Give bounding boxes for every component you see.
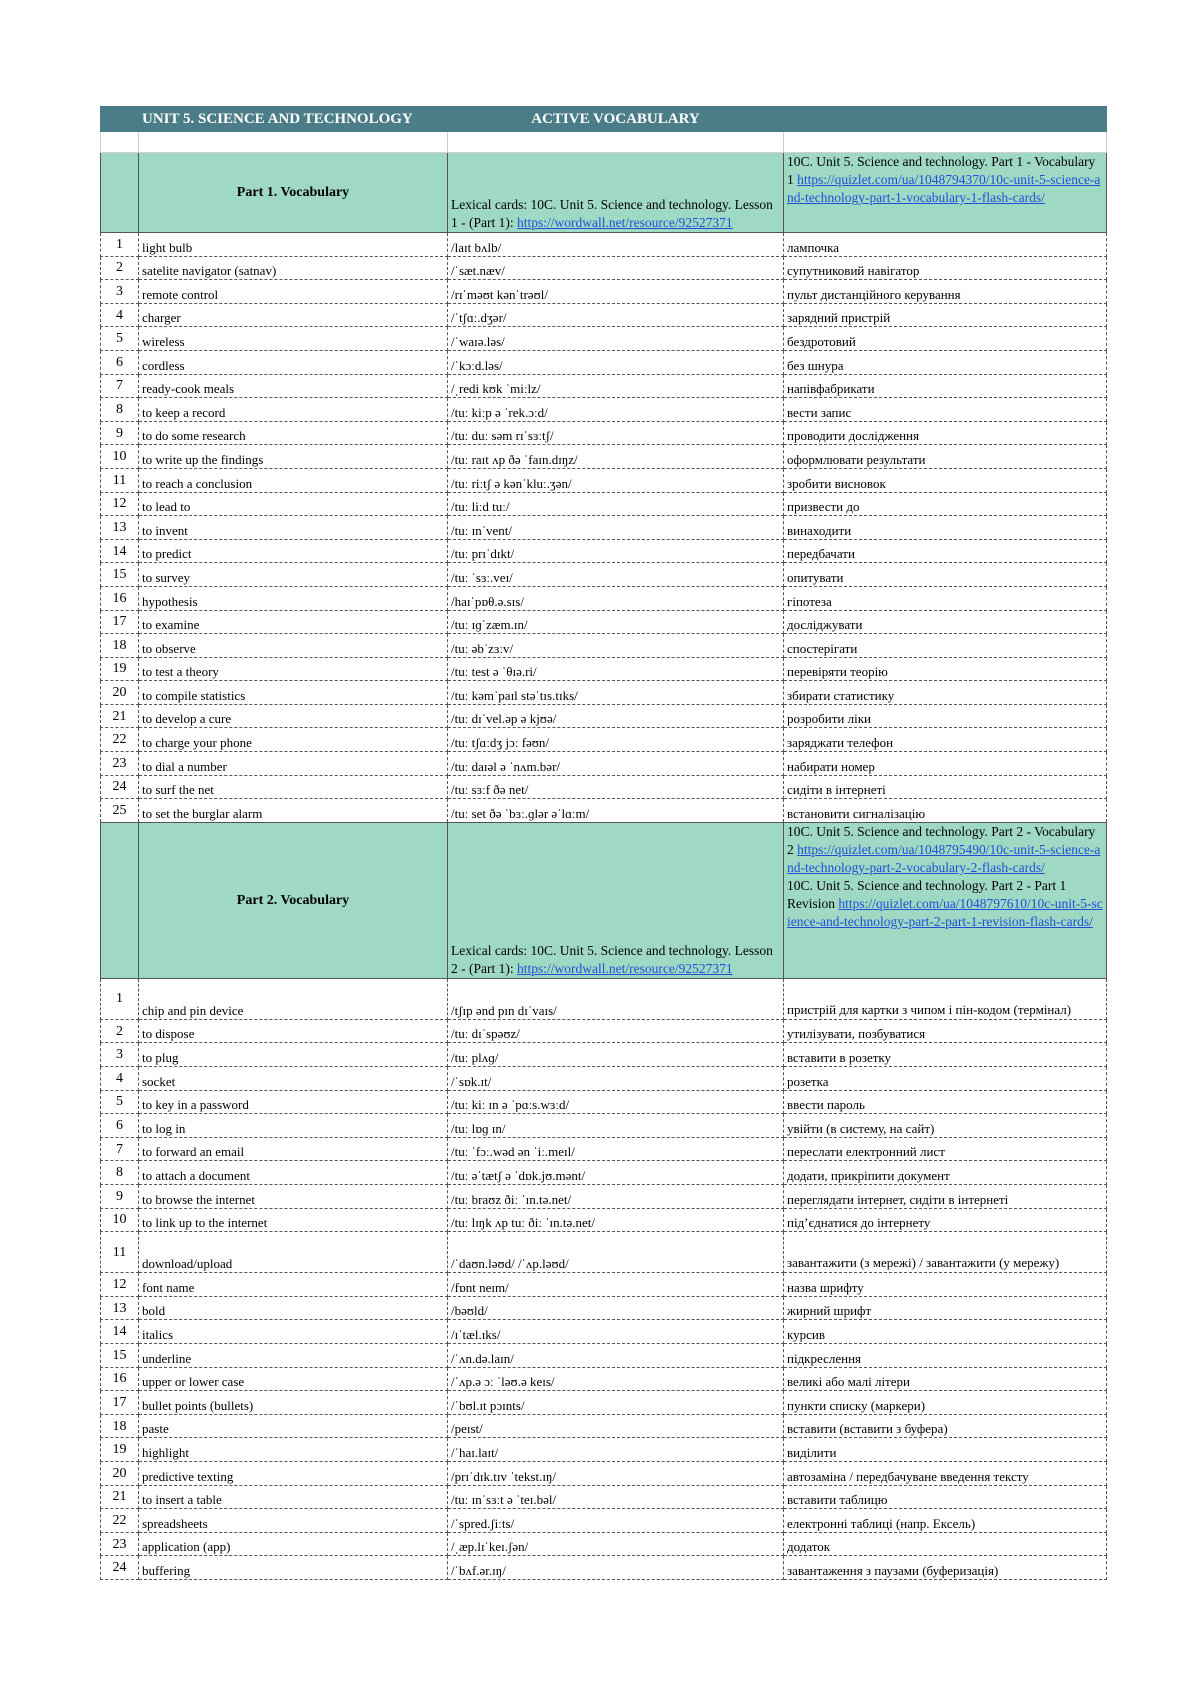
translation-cell: під’єднатися до інтернету — [784, 1208, 1107, 1232]
row-number: 5 — [101, 1090, 139, 1114]
table-row — [101, 1273, 1107, 1297]
part1-lexical-cards — [448, 153, 784, 233]
table-row — [101, 775, 1107, 799]
row-number: 22 — [101, 728, 139, 752]
row-number: 16 — [101, 1367, 139, 1391]
term-cell: predictive texting — [139, 1461, 448, 1485]
active-vocabulary-heading: ACTIVE VOCABULARY — [448, 107, 784, 132]
row-number: 10 — [101, 445, 139, 469]
row-number: 7 — [101, 374, 139, 398]
table-row — [101, 657, 1107, 681]
table-row — [101, 350, 1107, 374]
table-row — [101, 1208, 1107, 1232]
translation-cell: розробити ліки — [784, 704, 1107, 728]
table-row — [101, 256, 1107, 280]
table-row — [101, 1532, 1107, 1556]
term-cell: to surf the net — [139, 775, 448, 799]
term-cell: hypothesis — [139, 586, 448, 610]
translation-cell: сидіти в інтернеті — [784, 775, 1107, 799]
transcription-cell: /tuː ɪɡˈzæm.ɪn/ — [448, 610, 784, 634]
transcription-cell: /tuː ˈsɜː.veɪ/ — [448, 563, 784, 587]
translation-cell: набирати номер — [784, 752, 1107, 776]
term-cell: to examine — [139, 610, 448, 634]
transcription-cell: /tuː raɪt ʌp ðə ˈfaɪn.dɪŋz/ — [448, 445, 784, 469]
transcription-cell: /tuː liːd tuː/ — [448, 492, 784, 516]
row-number: 9 — [101, 1185, 139, 1209]
transcription-cell: /ˈhaɪ.laɪt/ — [448, 1438, 784, 1462]
term-cell: to test a theory — [139, 657, 448, 681]
table-row — [101, 1296, 1107, 1320]
translation-cell: супутниковий навігатор — [784, 256, 1107, 280]
translation-cell: бездротовий — [784, 327, 1107, 351]
translation-cell: оформлювати результати — [784, 445, 1107, 469]
part2-quizlet1-link[interactable]: https://quizlet.com/ua/1048795490/10c-unit-5-science-and-technology-part-2-vocabulary-2-flash-cards/ — [787, 841, 1101, 875]
header-number-cell — [101, 107, 139, 132]
table-row — [101, 1438, 1107, 1462]
row-number: 11 — [101, 468, 139, 492]
translation-cell: досліджувати — [784, 610, 1107, 634]
term-cell: to keep a record — [139, 398, 448, 422]
transcription-cell: /tuː ˈfɔː.wəd ən ˈiː.meɪl/ — [448, 1137, 784, 1161]
translation-cell: без шнура — [784, 350, 1107, 374]
row-number: 21 — [101, 704, 139, 728]
translation-cell: електронні таблиці (напр. Ексель) — [784, 1509, 1107, 1533]
term-cell: charger — [139, 303, 448, 327]
transcription-cell: /bəʊld/ — [448, 1296, 784, 1320]
table-row — [101, 1343, 1107, 1367]
row-number: 10 — [101, 1208, 139, 1232]
term-cell: to dispose — [139, 1019, 448, 1043]
translation-cell: вставити таблицю — [784, 1485, 1107, 1509]
translation-cell: встановити сигналізацію — [784, 799, 1107, 823]
row-number: 17 — [101, 610, 139, 634]
translation-cell: додати, прикріпити документ — [784, 1161, 1107, 1185]
transcription-cell: /tuː riːtʃ ə kənˈkluː.ʒən/ — [448, 468, 784, 492]
transcription-cell: /tuː prɪˈdɪkt/ — [448, 539, 784, 563]
row-number: 22 — [101, 1509, 139, 1533]
row-number: 7 — [101, 1137, 139, 1161]
row-number: 18 — [101, 1414, 139, 1438]
row-number: 2 — [101, 1019, 139, 1043]
translation-cell: вести запис — [784, 398, 1107, 422]
part1-header-row — [101, 153, 1107, 233]
row-number: 3 — [101, 280, 139, 304]
transcription-cell: /tuː kəmˈpaɪl stəˈtɪs.tɪks/ — [448, 681, 784, 705]
blank-cell — [139, 132, 448, 153]
row-number: 5 — [101, 327, 139, 351]
row-number: 12 — [101, 492, 139, 516]
table-row — [101, 704, 1107, 728]
translation-cell: вставити в розетку — [784, 1043, 1107, 1067]
table-row — [101, 1185, 1107, 1209]
row-number: 18 — [101, 634, 139, 658]
transcription-cell: /rɪˈməʊt kənˈtrəʊl/ — [448, 280, 784, 304]
row-number: 19 — [101, 1438, 139, 1462]
row-number: 20 — [101, 681, 139, 705]
term-cell: to log in — [139, 1114, 448, 1138]
row-number: 3 — [101, 1043, 139, 1067]
transcription-cell: /fɒnt neɪm/ — [448, 1273, 784, 1297]
term-cell: upper or lower case — [139, 1367, 448, 1391]
transcription-cell: /tuː daɪəl ə ˈnʌm.bər/ — [448, 752, 784, 776]
term-cell: to dial a number — [139, 752, 448, 776]
table-row — [101, 1320, 1107, 1344]
term-cell: to link up to the internet — [139, 1208, 448, 1232]
term-cell: satelite navigator (satnav) — [139, 256, 448, 280]
transcription-cell: /prɪˈdɪk.tɪv ˈtekst.ɪŋ/ — [448, 1461, 784, 1485]
term-cell: spreadsheets — [139, 1509, 448, 1533]
translation-cell: зарядний пристрій — [784, 303, 1107, 327]
translation-cell: спостерігати — [784, 634, 1107, 658]
term-cell: bold — [139, 1296, 448, 1320]
term-cell: to survey — [139, 563, 448, 587]
term-cell: to develop a cure — [139, 704, 448, 728]
term-cell: socket — [139, 1067, 448, 1091]
table-row — [101, 1090, 1107, 1114]
row-number: 20 — [101, 1461, 139, 1485]
term-cell: font name — [139, 1273, 448, 1297]
row-number: 9 — [101, 421, 139, 445]
transcription-cell: /tuː dɪˈspəʊz/ — [448, 1019, 784, 1043]
table-row — [101, 539, 1107, 563]
table-row — [101, 681, 1107, 705]
transcription-cell: /tuː kiː ɪn ə ˈpɑːs.wɜːd/ — [448, 1090, 784, 1114]
row-number: 16 — [101, 586, 139, 610]
transcription-cell: /ɪˈtæl.ɪks/ — [448, 1320, 784, 1344]
header-row — [101, 107, 1107, 132]
row-number: 6 — [101, 350, 139, 374]
transcription-cell: /tuː braʊz ðiː ˈɪn.tə.net/ — [448, 1185, 784, 1209]
row-number: 11 — [101, 1232, 139, 1273]
translation-cell: збирати статистику — [784, 681, 1107, 705]
table-row — [101, 1043, 1107, 1067]
term-cell: paste — [139, 1414, 448, 1438]
translation-cell: додаток — [784, 1532, 1107, 1556]
part2-title: Part 2. Vocabulary — [139, 822, 448, 978]
row-number: 23 — [101, 752, 139, 776]
transcription-cell: /haɪˈpɒθ.ə.sɪs/ — [448, 586, 784, 610]
term-cell: bullet points (bullets) — [139, 1391, 448, 1415]
table-row — [101, 563, 1107, 587]
table-row — [101, 978, 1107, 1019]
transcription-cell: /tuː əˈtætʃ ə ˈdɒk.jʊ.mənt/ — [448, 1161, 784, 1185]
table-row — [101, 728, 1107, 752]
term-cell: cordless — [139, 350, 448, 374]
transcription-cell: /laɪt bʌlb/ — [448, 233, 784, 257]
part1-title: Part 1. Vocabulary — [139, 153, 448, 233]
part2-quizlet — [784, 822, 1107, 978]
transcription-cell: /peɪst/ — [448, 1414, 784, 1438]
table-row — [101, 516, 1107, 540]
part1-quizlet — [784, 153, 1107, 233]
term-cell: light bulb — [139, 233, 448, 257]
transcription-cell: /tuː sɜːf ðə net/ — [448, 775, 784, 799]
row-number: 23 — [101, 1532, 139, 1556]
translation-cell: курсив — [784, 1320, 1107, 1344]
term-cell: italics — [139, 1320, 448, 1344]
part1-quizlet-text: 10C. Unit 5. Science and technology. Part 1 - Vocabulary 1 — [787, 154, 1096, 187]
row-number: 15 — [101, 1343, 139, 1367]
translation-cell: увійти (в систему, на сайт) — [784, 1114, 1107, 1138]
translation-cell: заряджати телефон — [784, 728, 1107, 752]
blank-row — [101, 132, 1107, 153]
blank-cell — [784, 132, 1107, 153]
table-row — [101, 1067, 1107, 1091]
table-row — [101, 280, 1107, 304]
transcription-cell: /ˈʌn.də.laɪn/ — [448, 1343, 784, 1367]
row-number: 2 — [101, 256, 139, 280]
transcription-cell: /ˌæp.lɪˈkeɪ.ʃən/ — [448, 1532, 784, 1556]
table-row — [101, 1114, 1107, 1138]
transcription-cell: /ˈkɔːd.ləs/ — [448, 350, 784, 374]
term-cell: download/upload — [139, 1232, 448, 1273]
row-number: 1 — [101, 233, 139, 257]
translation-cell: гіпотеза — [784, 586, 1107, 610]
table-row — [101, 1391, 1107, 1415]
transcription-cell: /tuː set ðə ˈbɜː.ɡlər əˈlɑːm/ — [448, 799, 784, 823]
translation-cell: лампочка — [784, 233, 1107, 257]
transcription-cell: /ˈʌp.ə ɔː ˈləʊ.ə keɪs/ — [448, 1367, 784, 1391]
row-number: 24 — [101, 1556, 139, 1580]
term-cell: highlight — [139, 1438, 448, 1462]
blank-cell — [101, 132, 139, 153]
translation-cell: виділити — [784, 1438, 1107, 1462]
term-cell: to write up the findings — [139, 445, 448, 469]
row-number: 13 — [101, 1296, 139, 1320]
transcription-cell: /tuː ɪnˈsɜːt ə ˈteɪ.bəl/ — [448, 1485, 784, 1509]
translation-cell: пункти списку (маркери) — [784, 1391, 1107, 1415]
part2-quizlet2-text: 10C. Unit 5. Science and technology. Part 2 - Part 1 Revision — [787, 877, 1067, 911]
row-number: 12 — [101, 1273, 139, 1297]
translation-cell: зробити висновок — [784, 468, 1107, 492]
term-cell: to lead to — [139, 492, 448, 516]
row-number: 8 — [101, 398, 139, 422]
term-cell: to invent — [139, 516, 448, 540]
table-row — [101, 327, 1107, 351]
translation-cell: великі або малі літери — [784, 1367, 1107, 1391]
table-row — [101, 610, 1107, 634]
row-number: 15 — [101, 563, 139, 587]
translation-cell: призвести до — [784, 492, 1107, 516]
part1-number-cell — [101, 153, 139, 233]
transcription-cell: /tuː lɪŋk ʌp tuː ðiː ˈɪn.tə.net/ — [448, 1208, 784, 1232]
translation-cell: передбачати — [784, 539, 1107, 563]
row-number: 14 — [101, 539, 139, 563]
transcription-cell: /tuː lɒɡ ɪn/ — [448, 1114, 784, 1138]
translation-cell: ввести пароль — [784, 1090, 1107, 1114]
translation-cell: переглядати інтернет, сидіти в інтернеті — [784, 1185, 1107, 1209]
table-row — [101, 421, 1107, 445]
transcription-cell: /ˌredi kʊk ˈmiːlz/ — [448, 374, 784, 398]
row-number: 14 — [101, 1320, 139, 1344]
table-row — [101, 374, 1107, 398]
translation-cell: автозаміна / передбачуване введення тексту — [784, 1461, 1107, 1485]
transcription-cell: /ˈtʃɑː.dʒər/ — [448, 303, 784, 327]
transcription-cell: /tuː əbˈzɜːv/ — [448, 634, 784, 658]
part2-lexical-cards — [448, 822, 784, 978]
term-cell: to insert a table — [139, 1485, 448, 1509]
term-cell: underline — [139, 1343, 448, 1367]
table-row — [101, 1461, 1107, 1485]
row-number: 17 — [101, 1391, 139, 1415]
transcription-cell: /tuː plʌɡ/ — [448, 1043, 784, 1067]
transcription-cell: /tuː dɪˈvel.əp ə kjʊə/ — [448, 704, 784, 728]
vocabulary-table — [100, 106, 1107, 1580]
term-cell: to do some research — [139, 421, 448, 445]
header-empty-cell — [784, 107, 1107, 132]
table-row — [101, 398, 1107, 422]
transcription-cell: /tʃɪp ənd pɪn dɪˈvaɪs/ — [448, 978, 784, 1019]
table-row — [101, 634, 1107, 658]
part2-number-cell — [101, 822, 139, 978]
translation-cell: вставити (вставити з буфера) — [784, 1414, 1107, 1438]
table-row — [101, 1367, 1107, 1391]
transcription-cell: /ˈdaʊn.ləʊd/ /ˈʌp.ləʊd/ — [448, 1232, 784, 1273]
term-cell: to compile statistics — [139, 681, 448, 705]
table-row — [101, 1556, 1107, 1580]
part2-wordwall-link[interactable]: https://wordwall.net/resource/92527371 — [516, 960, 733, 976]
term-cell: to attach a document — [139, 1161, 448, 1185]
row-number: 4 — [101, 303, 139, 327]
transcription-cell: /ˈsɒk.ɪt/ — [448, 1067, 784, 1091]
term-cell: to reach a conclusion — [139, 468, 448, 492]
table-row — [101, 492, 1107, 516]
part1-quizlet-link[interactable]: https://quizlet.com/ua/1048794370/10c-unit-5-science-and-technology-part-1-vocabulary-1-flash-cards/ — [787, 172, 1101, 205]
translation-cell: перевіряти теорію — [784, 657, 1107, 681]
row-number: 8 — [101, 1161, 139, 1185]
table-row — [101, 1161, 1107, 1185]
transcription-cell: /ˈsæt.næv/ — [448, 256, 784, 280]
transcription-cell: /tuː tʃɑːdʒ jɔː fəʊn/ — [448, 728, 784, 752]
translation-cell: підкреслення — [784, 1343, 1107, 1367]
table-row — [101, 799, 1107, 823]
term-cell: to key in a password — [139, 1090, 448, 1114]
translation-cell: розетка — [784, 1067, 1107, 1091]
term-cell: to observe — [139, 634, 448, 658]
row-number: 4 — [101, 1067, 139, 1091]
transcription-cell: /ˈwaɪə.ləs/ — [448, 327, 784, 351]
translation-cell: завантажити (з мережі) / завантажити (у мережу) — [784, 1232, 1107, 1273]
term-cell: application (app) — [139, 1532, 448, 1556]
table-row — [101, 468, 1107, 492]
translation-cell: переслати електронний лист — [784, 1137, 1107, 1161]
translation-cell: назва шрифту — [784, 1273, 1107, 1297]
part1-wordwall-link[interactable]: https://wordwall.net/resource/92527371 — [516, 215, 733, 230]
transcription-cell: /tuː kiːp ə ˈrek.ɔːd/ — [448, 398, 784, 422]
transcription-cell: /tuː test ə ˈθɪə.ri/ — [448, 657, 784, 681]
translation-cell: пульт дистанційного керування — [784, 280, 1107, 304]
part1-lexical-cards-text: Lexical cards: 10C. Unit 5. Science and technology. Lesson 1 - (Part 1): — [451, 197, 773, 230]
table-row — [101, 752, 1107, 776]
translation-cell: напівфабрикати — [784, 374, 1107, 398]
translation-cell: винаходити — [784, 516, 1107, 540]
term-cell: to browse the internet — [139, 1185, 448, 1209]
transcription-cell: /ˈbʌf.ər.ɪŋ/ — [448, 1556, 784, 1580]
transcription-cell: /tuː duː səm rɪˈsɜːtʃ/ — [448, 421, 784, 445]
translation-cell: проводити дослідження — [784, 421, 1107, 445]
table-row — [101, 303, 1107, 327]
term-cell: to set the burglar alarm — [139, 799, 448, 823]
term-cell: wireless — [139, 327, 448, 351]
unit-title: UNIT 5. SCIENCE AND TECHNOLOGY — [139, 107, 448, 132]
term-cell: ready-cook meals — [139, 374, 448, 398]
term-cell: to predict — [139, 539, 448, 563]
term-cell: to charge your phone — [139, 728, 448, 752]
row-number: 1 — [101, 978, 139, 1019]
table-row — [101, 1137, 1107, 1161]
row-number: 6 — [101, 1114, 139, 1138]
blank-cell — [448, 132, 784, 153]
part2-lexical-cards-text: Lexical cards: 10C. Unit 5. Science and technology. Lesson 2 - (Part 1): — [451, 942, 773, 976]
part2-header-row — [101, 822, 1107, 978]
row-number: 25 — [101, 799, 139, 823]
table-row — [101, 1414, 1107, 1438]
table-row — [101, 586, 1107, 610]
table-row — [101, 1019, 1107, 1043]
translation-cell: пристрій для картки з чипом і пін-кодом (термінал) — [784, 978, 1107, 1019]
term-cell: remote control — [139, 280, 448, 304]
term-cell: to forward an email — [139, 1137, 448, 1161]
table-row — [101, 233, 1107, 257]
part2-quizlet1-text: 10C. Unit 5. Science and technology. Part 2 - Vocabulary 2 — [787, 823, 1096, 857]
translation-cell: жирний шрифт — [784, 1296, 1107, 1320]
table-row — [101, 1485, 1107, 1509]
row-number: 19 — [101, 657, 139, 681]
transcription-cell: /ˈspred.ʃiːts/ — [448, 1509, 784, 1533]
term-cell: chip and pin device — [139, 978, 448, 1019]
row-number: 13 — [101, 516, 139, 540]
transcription-cell: /tuː ɪnˈvent/ — [448, 516, 784, 540]
term-cell: to plug — [139, 1043, 448, 1067]
term-cell: buffering — [139, 1556, 448, 1580]
translation-cell: опитувати — [784, 563, 1107, 587]
row-number: 24 — [101, 775, 139, 799]
table-row — [101, 1509, 1107, 1533]
table-row — [101, 445, 1107, 469]
row-number: 21 — [101, 1485, 139, 1509]
transcription-cell: /ˈbʊl.ɪt pɔɪnts/ — [448, 1391, 784, 1415]
part2-quizlet2-link[interactable]: https://quizlet.com/ua/1048797610/10c-unit-5-science-and-technology-part-2-part-1-revision-flash-cards/ — [787, 895, 1103, 929]
translation-cell: завантаження з паузами (буферизація) — [784, 1556, 1107, 1580]
table-row — [101, 1232, 1107, 1273]
translation-cell: утилізувати, позбуватися — [784, 1019, 1107, 1043]
